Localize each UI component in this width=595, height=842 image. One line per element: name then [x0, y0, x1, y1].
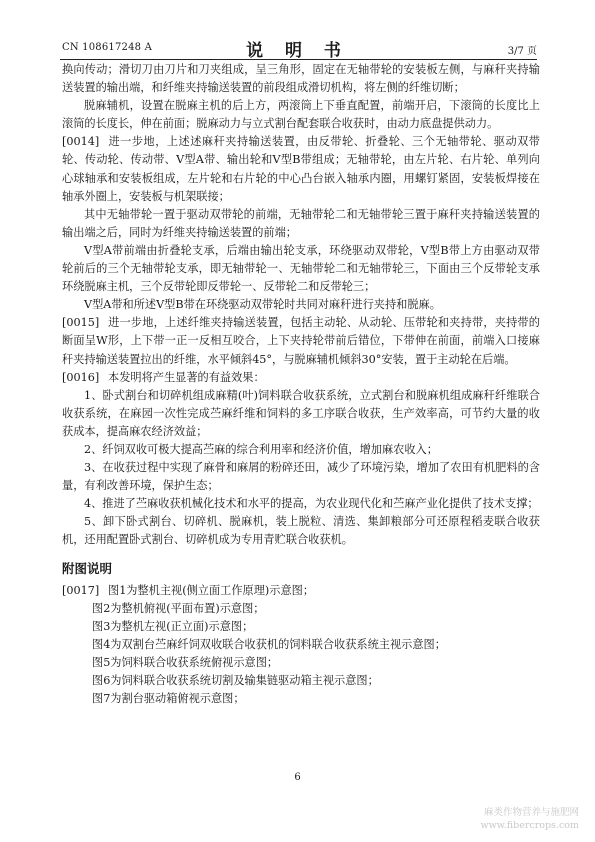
paragraph-text: 2、纤饲双收可极大提高苎麻的综合利用率和经济价值，增加麻农收入； [84, 442, 438, 456]
document-number: CN 108617248 A [62, 42, 153, 53]
figure-list-item [62, 672, 540, 690]
figure-caption: 图5为饲料联合收获系统俯视示意图； [92, 656, 279, 669]
paragraph-number: [0015] [62, 316, 100, 330]
paragraph-text: V型A带和所述V型B带在环绕驱动双带轮时共同对麻秆进行夹持和脱麻。 [84, 298, 441, 312]
paragraph-auxiliary-machine [62, 97, 540, 133]
paragraph-text: 进一步地，上述述麻秆夹持输送装置，由反带轮、折叠轮、三个无轴带轮、驱动双带轮、传动轮、传动带、V型A带、输出轮和V型B带组成；无轴带轮，由左片轮、右片轮、单列向心球轴承和安装板组成，左片轮和右片轮的中心凸台嵌入轴承内圈，用螺钉紧固，安装板焊接在轴承外圈上，安装板与机架联接； [62, 135, 540, 203]
figure-caption: 图3为整机左视(正立面)示意图； [92, 619, 254, 633]
paragraph-text: 其中无轴带轮一置于驱动双带轮的前端，无轴带轮二和无轴带轮三置于麻秆夹持输送装置的输出端之后，同时为纤维夹持输送装置的前端； [62, 207, 540, 239]
figure-caption: 图2为整机俯视(平面布置)示意图； [92, 601, 265, 615]
figure-caption: 图4为双割台苎麻纤饲双收联合收获机的饲料联合收获系统主视示意图； [92, 637, 446, 651]
paragraph-pulley-position [62, 206, 540, 242]
paragraph-text: 脱麻辅机，设置在脱麻主机的后上方，两滚筒上下垂直配置，前端开启，下滚筒的长度比上滚筒的长度长，伸在前面；脱麻动力与立式割台配套联合收获时，由动力底盘提供动力。 [62, 99, 540, 131]
benefit-item-3 [62, 459, 540, 495]
paragraph-0014 [62, 133, 540, 205]
figure-list-item [62, 600, 540, 618]
paragraph-0016 [62, 369, 540, 387]
paragraph-belt-support [62, 242, 540, 296]
paragraph-number: [0014] [62, 135, 100, 149]
header-divider [60, 59, 537, 60]
paragraph-number: [0017] [62, 583, 100, 597]
benefit-item-1 [62, 387, 540, 441]
figure-list-item [62, 654, 540, 672]
paragraph-text: V型A带前端由折叠轮支承，后端由输出轮支承，环绕驱动双带轮，V型B带上方由驱动双带轮前后的三个无轴带轮支承，即无轴带轮一、无轴带轮二和无轴带轮三，下面由三个反带轮支承环绕脱麻主机，三个反带轮即反带轮一、反带轮二和反带轮三； [62, 243, 540, 294]
figure-caption: 图7为割台驱动箱俯视示意图； [92, 692, 245, 706]
figure-list-item [62, 636, 540, 654]
paragraph-text: 本发明将产生显著的有益效果： [108, 370, 265, 384]
paragraph-0015 [62, 314, 540, 368]
watermark-url: www.fibercrops.com [480, 820, 579, 831]
document-body [62, 61, 540, 708]
benefit-item-5 [62, 513, 540, 549]
paragraph-text: 4、推进了苎麻收获机械化技术和水平的提高，为农业现代化和苎麻产业化提供了技术支撑； [84, 497, 539, 511]
figure-caption: 图1为整机主视(侧立面工作原理)示意图； [108, 583, 315, 597]
paragraph-belt-clamping [62, 296, 540, 314]
section-heading: 附图说明 [62, 560, 113, 576]
figure-list-item [62, 618, 540, 636]
paragraph-text: 3、在收获过程中实现了麻骨和麻屑的粉碎还田，减少了环境污染，增加了农田有机肥料的含量，有利改善环境，保护生态； [62, 461, 540, 493]
watermark-title: 麻类作物营养与施肥网 [483, 807, 579, 818]
document-title: 说 明 书 [246, 41, 349, 61]
benefit-item-4 [62, 495, 540, 513]
benefit-item-2 [62, 441, 540, 459]
paragraph-continuation [62, 61, 540, 97]
paragraph-text: 1、卧式割台和切碎机组成麻精(叶)饲料联合收获系统，立式割台和脱麻机组成麻秆纤维联合收获系统，在麻园一次性完成苎麻纤维和饲料的多工序联合收获，生产效率高，可节约大量的收获成本，提高麻农经济效益； [62, 388, 540, 438]
page-count: 3/7 页 [507, 46, 537, 57]
paragraph-text: 5、卸下卧式割台、切碎机、脱麻机，装上脱粒、清选、集卸粮部分可还原程稻麦联合收获机，还用配置卧式割台、切碎机成为专用青贮联合收获机。 [62, 515, 540, 547]
figure-caption: 图6为饲料联合收获系统切割及输集链驱动箱主视示意图； [92, 674, 379, 688]
paragraph-text: 换向传动；滑切刀由刀片和刀夹组成，呈三角形，固定在无轴带轮的安装板左侧，与麻秆夹持输送装置的输出端，和纤维夹持输送装置的前段组成滑切机构，将左侧的纤维切断； [62, 63, 540, 95]
figure-list-item [62, 582, 540, 600]
figure-list-item [62, 690, 540, 708]
paragraph-text: 进一步地，上述纤维夹持输送装置，包括主动轮、从动轮、压带轮和夹持带，夹持带的断面呈W形，上下带一正一反相互咬合，上下夹持轮带前后错位，下带伸在前面，前端入口接麻秆夹持输送装置拉出的纤维，水平倾斜45°，与脱麻辅机倾斜30°安装，置于主动轮在后端。 [62, 316, 540, 366]
paragraph-number: [0016] [62, 370, 100, 384]
watermark [481, 806, 579, 832]
page-number: 6 [294, 772, 301, 783]
